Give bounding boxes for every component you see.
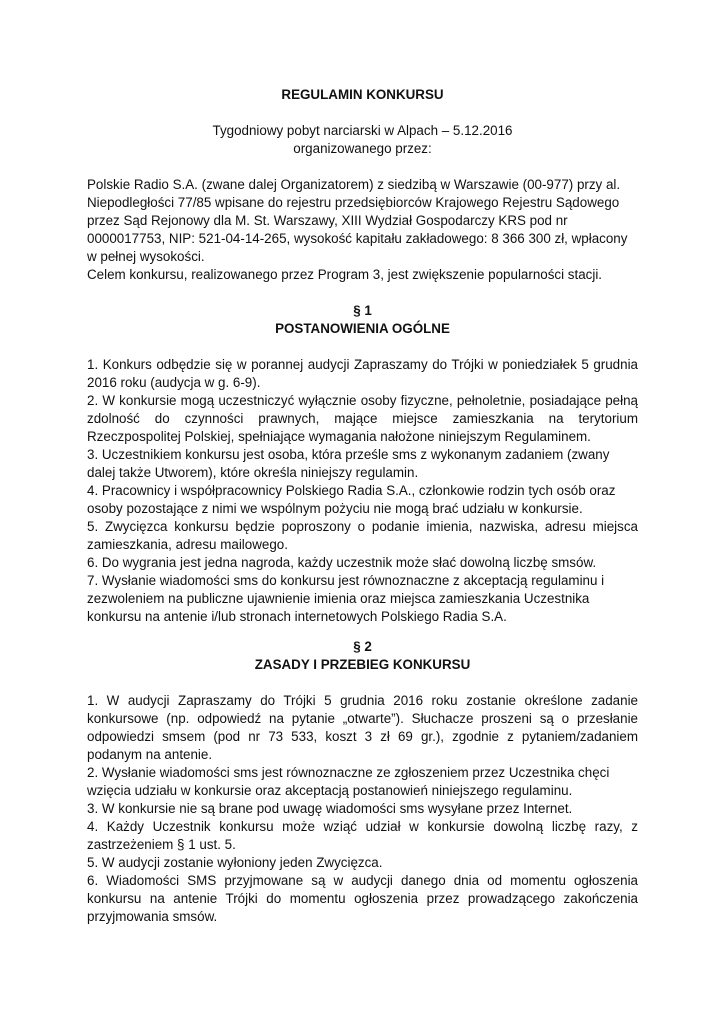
- section-1-item: 6. Do wygrania jest jedna nagroda, każdy uczestnik może słać dowolną liczbę smsów.: [87, 555, 597, 570]
- document-subtitle: [87, 122, 638, 158]
- section-1-header: [87, 302, 638, 338]
- section-2-item: 4. Każdy Uczestnik konkursu może wziąć udział w konkursie dowolną liczbę razy, z zastrzeżeniem § 1 ust. 5.: [87, 819, 638, 852]
- section-2-item: 2. Wysłanie wiadomości sms jest równoznaczne ze zgłoszeniem przez Uczestnika chęci wzięcia udziału w konkursie oraz akceptacją postanowień niniejszego regulaminu.: [87, 765, 610, 798]
- section-2-item: 6. Wiadomości SMS przyjmowane są w audycji danego dnia od momentu ogłoszenia konkursu na antenie Trójki do momentu ogłoszenia przez prowadzącego zakończenia przyjmowania smsów.: [87, 873, 638, 924]
- intro-paragraph-purpose: Celem konkursu, realizowanego przez Program 3, jest zwiększenie popularności stacji.: [87, 267, 603, 282]
- section-1-item: 1. Konkurs odbędzie się w porannej audycji Zapraszamy do Trójki w poniedziałek 5 grudnia 2016 roku (audycja w g. 6-9).: [87, 357, 638, 390]
- subtitle-line-2: organizowanego przez:: [293, 141, 432, 156]
- section-2-list: [87, 692, 638, 926]
- intro-paragraph-organizer: Polskie Radio S.A. (zwane dalej Organizatorem) z siedzibą w Warszawie (00-977) przy al. Niepodległości 77/85 wpisane do rejestru przedsiębiorców Krajowego Rejestru Sądowego przez Sąd Rejonowy dla M. St. Warszawy, XIII Wydział Gospodarczy KRS pod nr 0000017753, NIP: 521-04-14-265, wysokość kapitału zakładowego: 8 366 300 zł, wpłacony w pełnej wysokości.: [87, 177, 628, 264]
- section-2-heading: ZASADY I PRZEBIEG KONKURSU: [254, 657, 471, 672]
- section-2-item: 5. W audycji zostanie wyłoniony jeden Zwycięzca.: [87, 855, 383, 870]
- section-2-header: [87, 638, 638, 674]
- section-1-number: § 1: [353, 303, 372, 318]
- section-2-number: § 2: [353, 639, 372, 654]
- section-1-item: 3. Uczestnikiem konkursu jest osoba, która prześle sms z wykonanym zadaniem (zwany dalej także Utworem), które określa niniejszy regulamin.: [87, 447, 610, 480]
- section-1-item: 7. Wysłanie wiadomości sms do konkursu jest równoznaczne z akceptacją regulaminu i zezwoleniem na publiczne ujawnienie imienia oraz miejsca zamieszkania Uczestnika konkursu na antenie i/lub stronach internetowych Polskiego Radia S.A.: [87, 573, 605, 624]
- section-1-item: 4. Pracownicy i współpracownicy Polskiego Radia S.A., członkowie rodzin tych osób oraz osoby pozostające z nimi we wspólnym pożyciu nie mogą brać udziału w konkursie.: [87, 483, 616, 516]
- document-title: REGULAMIN KONKURSU: [281, 87, 444, 102]
- section-1-heading: POSTANOWIENIA OGÓLNE: [275, 321, 450, 336]
- section-1-item: 2. W konkursie mogą uczestniczyć wyłącznie osoby fizyczne, pełnoletnie, posiadające pełną zdolność do czynności prawnych, mające miejsce zamieszkania na terytorium Rzeczpospolitej Polskiej, spełniające wymagania nałożone niniejszym Regulaminem.: [87, 393, 638, 444]
- section-2-item: 1. W audycji Zapraszamy do Trójki 5 grudnia 2016 roku zostanie określone zadanie konkursowe (np. odpowiedź na pytanie „otwarte”). Słuchacze proszeni są o przesłanie odpowiedzi smsem (pod nr 73 533, koszt 3 zł 69 gr.), zgodnie z pytaniem/zadaniem podanym na antenie.: [87, 693, 638, 762]
- section-1-list: [87, 356, 638, 626]
- section-1-item: 5. Zwycięzca konkursu będzie poproszony o podanie imienia, nazwiska, adresu miejsca zamieszkania, adresu mailowego.: [87, 519, 638, 552]
- subtitle-line-1: Tygodniowy pobyt narciarski w Alpach – 5.12.2016: [212, 123, 513, 138]
- section-2-item: 3. W konkursie nie są brane pod uwagę wiadomości sms wysyłane przez Internet.: [87, 801, 573, 816]
- intro-block: [87, 176, 638, 284]
